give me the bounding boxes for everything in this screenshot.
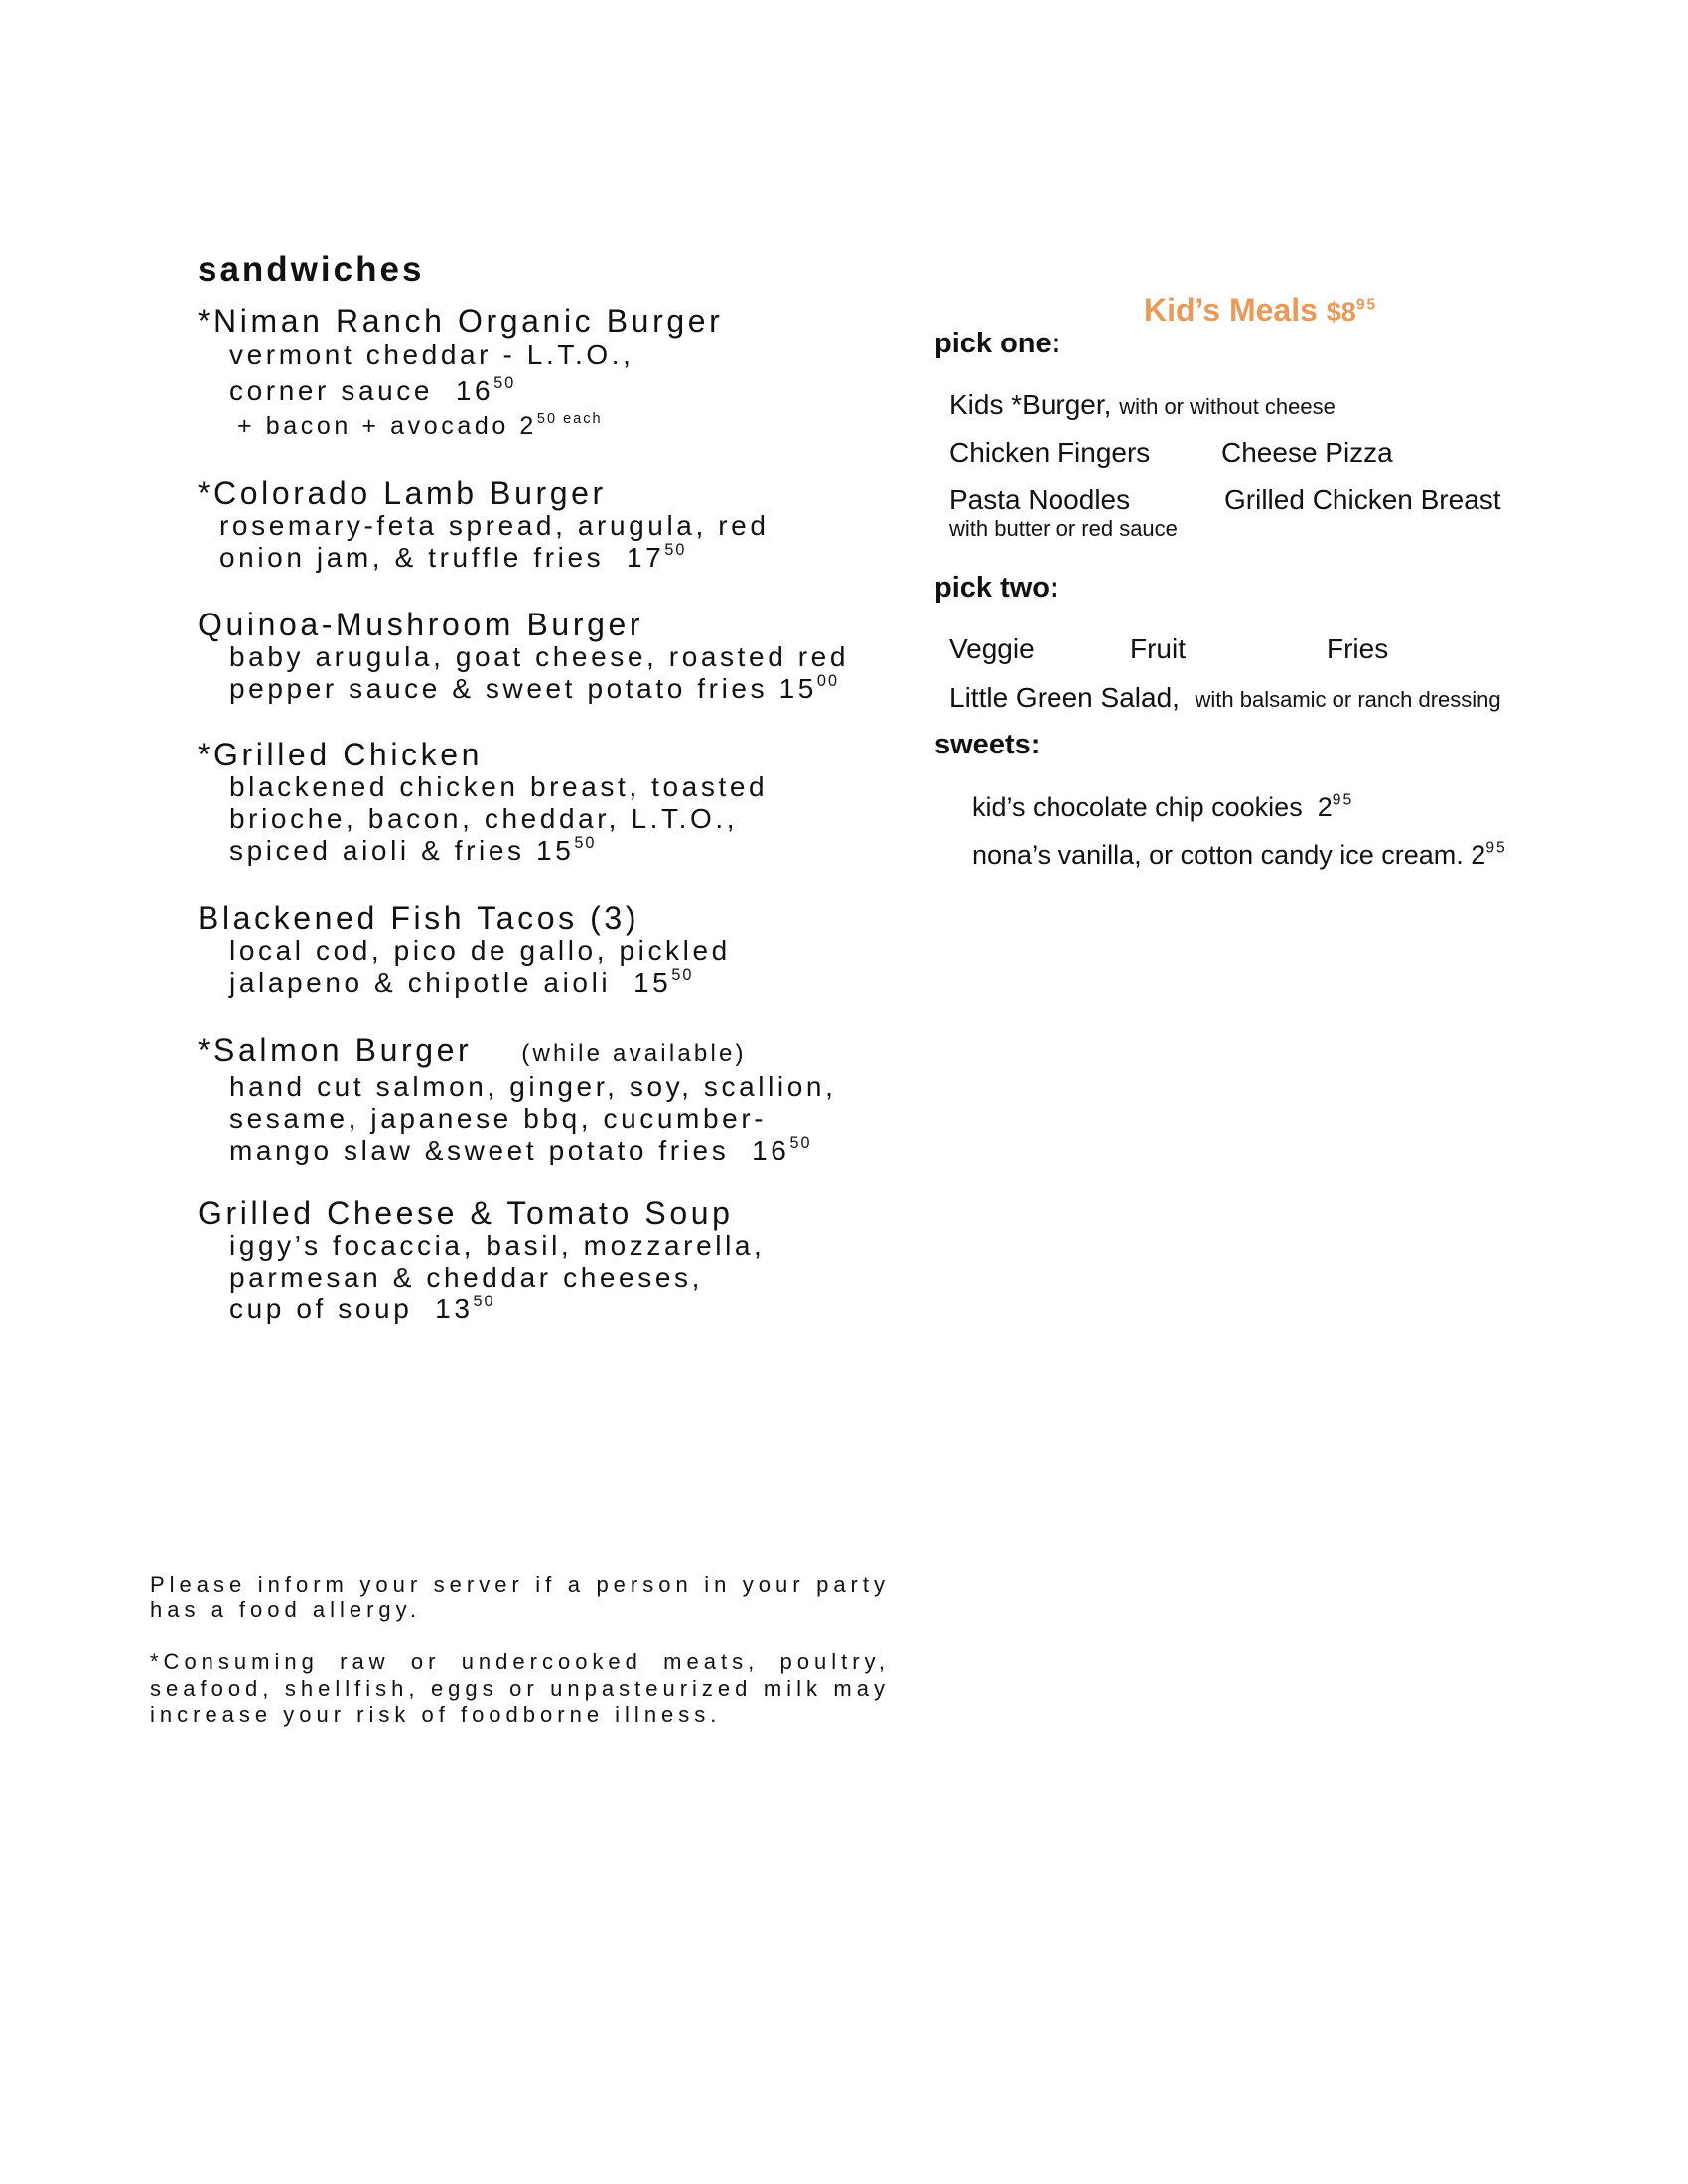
sweet-price: $2^{95}$ xyxy=(1471,839,1507,870)
pick-two-label: pick two: xyxy=(934,572,1059,604)
raw-food-warning: *Consuming raw or undercooked meats, poultry, seafood, shellfish, eggs or unpasteurized milk may increase your risk of foodborne illness. xyxy=(150,1649,890,1727)
sweet-price: $2^{95}$ xyxy=(1317,791,1354,822)
side-option-salad: Little Green Salad, with balsamic or ranch dressing xyxy=(949,682,1501,713)
option-note: with or without cheese xyxy=(1119,394,1336,419)
item-name: *Niman Ranch Organic Burger xyxy=(198,303,724,339)
menu-item-grilled-cheese xyxy=(198,1196,893,1325)
item-price: $17^{50}$ xyxy=(626,540,687,573)
item-price: $15^{00}$ xyxy=(778,671,839,704)
item-desc-line: cup of soup xyxy=(229,1294,413,1324)
item-desc-line: parmesan & cheddar cheeses, xyxy=(229,1262,703,1293)
sweet-item-cookies: kid’s chocolate chip cookies $2^{95}$ xyxy=(972,791,1354,822)
item-desc-line: hand cut salmon, ginger, soy, scallion, xyxy=(229,1071,837,1102)
item-desc-line: jalapeno & chipotle aioli xyxy=(229,967,612,998)
item-desc-line: baby arugula, goat cheese, roasted red xyxy=(229,641,850,672)
pasta-note: with butter or red sauce xyxy=(949,516,1178,541)
menu-item-salmon-burger xyxy=(198,1033,893,1166)
item-desc-line: local cod, pico de gallo, pickled xyxy=(229,935,731,966)
item-desc-line: corner sauce xyxy=(229,375,434,406)
item-desc-line: blackened chicken breast, toasted xyxy=(229,771,769,802)
item-desc-line: mango slaw &sweet potato fries xyxy=(229,1135,730,1165)
kids-option-grilled-chicken: Grilled Chicken Breast xyxy=(1224,484,1501,515)
item-price: $16^{50}$ xyxy=(455,373,516,406)
menu-item-fish-tacos xyxy=(198,901,893,999)
item-desc-line: rosemary-feta spread, arugula, red xyxy=(219,510,770,541)
kids-meals-price: $\$8^{95}$ xyxy=(1326,296,1378,327)
item-name: *Grilled Chicken xyxy=(198,737,484,772)
item-name: Blackened Fish Tacos (3) xyxy=(198,900,640,936)
sweet-item-icecream: nona’s vanilla, or cotton candy ice cream. $2^{95}$ xyxy=(972,839,1507,870)
kids-option-pasta-noodles: Pasta Noodles xyxy=(949,484,1131,515)
item-price: $15^{50}$ xyxy=(536,833,597,866)
item-name: *Colorado Lamb Burger xyxy=(198,476,607,511)
kids-option-burger: Kids *Burger, with or without cheese xyxy=(949,389,1336,420)
item-price: $16^{50}$ xyxy=(752,1133,812,1165)
kids-option-chicken-fingers: Chicken Fingers xyxy=(949,437,1151,468)
side-option-fruit: Fruit xyxy=(1130,633,1186,664)
side-option-fries: Fries xyxy=(1327,633,1389,664)
item-desc-line: iggy’s focaccia, basil, mozzarella, xyxy=(229,1230,766,1261)
section-title-sandwiches: sandwiches xyxy=(198,250,425,289)
item-name: Quinoa-Mushroom Burger xyxy=(198,607,644,642)
item-price: $15^{50}$ xyxy=(633,965,694,998)
menu-item-grilled-chicken xyxy=(198,738,893,867)
item-desc-line: onion jam, & truffle fries xyxy=(219,542,605,573)
item-name: Grilled Cheese & Tomato Soup xyxy=(198,1195,734,1231)
menu-item-lamb-burger xyxy=(198,477,893,574)
item-addon: + bacon + avocado $2^{50 each}$ xyxy=(237,411,603,440)
side-option-veggie: Veggie xyxy=(949,633,1035,664)
item-desc-line: pepper sauce & sweet potato fries xyxy=(229,673,769,704)
menu-item-quinoa-burger xyxy=(198,608,893,705)
kids-option-cheese-pizza: Cheese Pizza xyxy=(1221,437,1393,468)
item-desc-line: vermont cheddar - L.T.O., xyxy=(229,340,634,370)
item-name: *Salmon Burger xyxy=(198,1032,473,1068)
pick-one-label: pick one: xyxy=(934,328,1061,359)
allergy-notice: Please inform your server if a person in your party has a food allergy. xyxy=(150,1572,890,1622)
item-desc-line: spiced aioli & fries xyxy=(229,835,525,866)
sweets-label: sweets: xyxy=(934,729,1041,760)
item-availability-note: (while available) xyxy=(521,1040,747,1067)
item-desc-line: brioche, bacon, cheddar, L.T.O., xyxy=(229,803,739,834)
salad-note: with balsamic or ranch dressing xyxy=(1195,687,1501,712)
menu-item-niman-burger xyxy=(198,304,893,443)
item-desc-line: sesame, japanese bbq, cucumber- xyxy=(229,1103,768,1134)
kids-meals-title: Kid’s Meals $\$8^{95}$ xyxy=(1144,292,1378,328)
item-price: $13^{50}$ xyxy=(435,1292,495,1324)
